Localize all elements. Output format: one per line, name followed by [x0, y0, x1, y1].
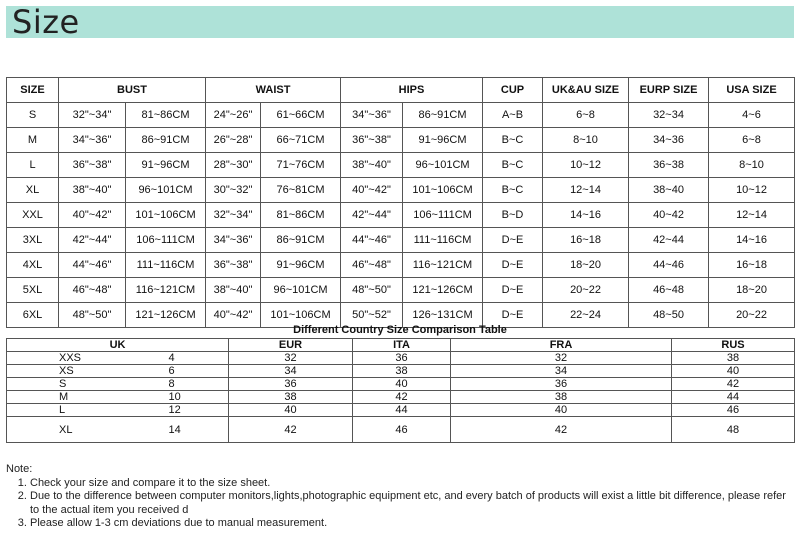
table-cell: 38"~40": [341, 153, 403, 178]
table-cell: 38: [353, 365, 451, 378]
table-cell: B~C: [483, 178, 543, 203]
table-cell: 40~42: [629, 203, 709, 228]
table-cell: 38: [672, 352, 795, 365]
table-cell: 48"~50": [341, 278, 403, 303]
table-cell: 36: [451, 378, 672, 391]
table-cell: 44~46: [629, 253, 709, 278]
table-cell: 38"~40": [59, 178, 126, 203]
column-header: BUST: [59, 78, 206, 103]
table-cell: 5XL: [7, 278, 59, 303]
column-header: EUR: [229, 339, 353, 352]
table-cell: D~E: [483, 303, 543, 328]
table-cell: 42"~44": [59, 228, 126, 253]
table-cell: 91~96CM: [261, 253, 341, 278]
note-item: 1. Check your size and compare it to the size sheet.: [30, 477, 796, 491]
table-cell: 28"~30": [206, 153, 261, 178]
table-row: [7, 128, 795, 153]
table-cell: XS: [7, 365, 131, 378]
table-cell: 3XL: [7, 228, 59, 253]
table-cell: 6: [131, 365, 229, 378]
table-cell: XXL: [7, 203, 59, 228]
table-cell: 40: [353, 378, 451, 391]
title-banner: [6, 3, 794, 41]
column-header: UK&AU SIZE: [543, 78, 629, 103]
table-cell: 61~66CM: [261, 103, 341, 128]
table-cell: 76~81CM: [261, 178, 341, 203]
column-header: CUP: [483, 78, 543, 103]
column-header: RUS: [672, 339, 795, 352]
comparison-title: Different Country Size Comparison Table: [293, 324, 507, 336]
table-row: [7, 203, 795, 228]
column-header: USA SIZE: [709, 78, 795, 103]
table-cell: M: [7, 391, 131, 404]
size-chart-table: [6, 77, 795, 328]
table-row: [7, 417, 795, 443]
table-cell: 40"~42": [341, 178, 403, 203]
table-cell: 44"~46": [341, 228, 403, 253]
table-cell: 34~36: [629, 128, 709, 153]
table-cell: 42: [672, 378, 795, 391]
note-item: 2. Due to the difference between computer monitors,lights,photographic equipment etc, and every batch of products will exist a little bit difference, please refer to the actual item you received d: [30, 490, 796, 517]
table-cell: 101~106CM: [403, 178, 483, 203]
table-cell: 44: [353, 404, 451, 417]
table-cell: 32: [229, 352, 353, 365]
table-cell: 40: [451, 404, 672, 417]
table-cell: 38: [229, 391, 353, 404]
column-header: EURP SIZE: [629, 78, 709, 103]
comparison-body: [7, 352, 795, 443]
notes-list: [6, 477, 796, 531]
table-cell: 46~48: [629, 278, 709, 303]
table-cell: 16~18: [543, 228, 629, 253]
table-cell: 4: [131, 352, 229, 365]
table-cell: 40"~42": [206, 303, 261, 328]
table-cell: 34: [229, 365, 353, 378]
size-chart-header-row: [7, 78, 795, 103]
table-cell: 32~34: [629, 103, 709, 128]
table-cell: 10~12: [709, 178, 795, 203]
table-cell: 8~10: [709, 153, 795, 178]
table-cell: 42"~44": [341, 203, 403, 228]
table-cell: 8~10: [543, 128, 629, 153]
table-cell: B~C: [483, 128, 543, 153]
table-cell: 32: [451, 352, 672, 365]
table-row: [7, 178, 795, 203]
page-title: Size: [12, 3, 80, 41]
table-cell: 14: [131, 417, 229, 443]
column-header: SIZE: [7, 78, 59, 103]
table-cell: 106~111CM: [403, 203, 483, 228]
table-cell: 12: [131, 404, 229, 417]
table-cell: 126~131CM: [403, 303, 483, 328]
table-cell: 91~96CM: [126, 153, 206, 178]
table-cell: 96~101CM: [403, 153, 483, 178]
table-cell: B~D: [483, 203, 543, 228]
table-cell: 4~6: [709, 103, 795, 128]
table-cell: 86~91CM: [261, 228, 341, 253]
table-cell: 38: [451, 391, 672, 404]
table-cell: 38"~40": [206, 278, 261, 303]
table-cell: 22~24: [543, 303, 629, 328]
column-header: ITA: [353, 339, 451, 352]
table-cell: 71~76CM: [261, 153, 341, 178]
table-cell: XXS: [7, 352, 131, 365]
table-cell: 20~22: [543, 278, 629, 303]
table-cell: 96~101CM: [126, 178, 206, 203]
table-row: [7, 352, 795, 365]
table-cell: 30"~32": [206, 178, 261, 203]
table-cell: 42: [451, 417, 672, 443]
table-cell: 36"~38": [206, 253, 261, 278]
table-cell: 42: [353, 391, 451, 404]
table-cell: 24"~26": [206, 103, 261, 128]
size-chart-body: [7, 103, 795, 328]
table-row: [7, 404, 795, 417]
table-cell: B~C: [483, 153, 543, 178]
table-cell: 81~86CM: [126, 103, 206, 128]
table-row: [7, 253, 795, 278]
table-cell: D~E: [483, 278, 543, 303]
table-row: [7, 278, 795, 303]
table-cell: 44: [672, 391, 795, 404]
table-cell: 42~44: [629, 228, 709, 253]
table-cell: 36: [229, 378, 353, 391]
table-cell: 40: [229, 404, 353, 417]
table-cell: 8: [131, 378, 229, 391]
table-row: [7, 365, 795, 378]
table-cell: 50"~52": [341, 303, 403, 328]
table-cell: 20~22: [709, 303, 795, 328]
table-cell: 16~18: [709, 253, 795, 278]
table-cell: 111~116CM: [126, 253, 206, 278]
column-header: UK: [7, 339, 229, 352]
notes: [6, 463, 796, 531]
column-header: HIPS: [341, 78, 483, 103]
table-cell: 46"~48": [59, 278, 126, 303]
table-cell: XL: [7, 417, 131, 443]
table-cell: 48~50: [629, 303, 709, 328]
table-cell: 46: [672, 404, 795, 417]
table-cell: 32"~34": [206, 203, 261, 228]
table-cell: 34: [451, 365, 672, 378]
table-cell: 4XL: [7, 253, 59, 278]
table-cell: 86~91CM: [403, 103, 483, 128]
table-cell: 38~40: [629, 178, 709, 203]
table-cell: 106~111CM: [126, 228, 206, 253]
table-cell: M: [7, 128, 59, 153]
table-cell: 91~96CM: [403, 128, 483, 153]
table-cell: 44"~46": [59, 253, 126, 278]
table-row: [7, 103, 795, 128]
table-cell: 14~16: [709, 228, 795, 253]
table-cell: 66~71CM: [261, 128, 341, 153]
notes-label: Note:: [6, 463, 33, 475]
table-cell: 121~126CM: [126, 303, 206, 328]
table-cell: 36"~38": [341, 128, 403, 153]
table-cell: 36: [353, 352, 451, 365]
table-cell: 14~16: [543, 203, 629, 228]
comparison-header-row: [7, 339, 795, 352]
table-cell: L: [7, 153, 59, 178]
table-cell: 116~121CM: [126, 278, 206, 303]
note-item: 3. Please allow 1-3 cm deviations due to manual measurement.: [30, 517, 796, 531]
table-cell: 101~106CM: [126, 203, 206, 228]
table-cell: 42: [229, 417, 353, 443]
table-cell: 34"~36": [206, 228, 261, 253]
table-row: [7, 228, 795, 253]
table-cell: 12~14: [543, 178, 629, 203]
table-cell: 116~121CM: [403, 253, 483, 278]
table-cell: 46"~48": [341, 253, 403, 278]
table-cell: 6~8: [709, 128, 795, 153]
table-cell: S: [7, 103, 59, 128]
table-row: [7, 391, 795, 404]
table-cell: 12~14: [709, 203, 795, 228]
table-cell: S: [7, 378, 131, 391]
table-row: [7, 153, 795, 178]
table-row: [7, 378, 795, 391]
table-cell: 26"~28": [206, 128, 261, 153]
column-header: FRA: [451, 339, 672, 352]
table-cell: 96~101CM: [261, 278, 341, 303]
table-cell: 36~38: [629, 153, 709, 178]
column-header: WAIST: [206, 78, 341, 103]
table-cell: 46: [353, 417, 451, 443]
table-cell: 48: [672, 417, 795, 443]
table-cell: 101~106CM: [261, 303, 341, 328]
table-cell: 10~12: [543, 153, 629, 178]
table-cell: 34"~36": [341, 103, 403, 128]
table-cell: 6XL: [7, 303, 59, 328]
table-cell: 81~86CM: [261, 203, 341, 228]
table-cell: D~E: [483, 253, 543, 278]
table-cell: 10: [131, 391, 229, 404]
table-cell: 18~20: [543, 253, 629, 278]
table-cell: XL: [7, 178, 59, 203]
comparison-table: [6, 338, 795, 443]
table-cell: 40"~42": [59, 203, 126, 228]
table-cell: A~B: [483, 103, 543, 128]
table-cell: 18~20: [709, 278, 795, 303]
table-cell: D~E: [483, 228, 543, 253]
table-cell: 32"~34": [59, 103, 126, 128]
table-cell: 121~126CM: [403, 278, 483, 303]
table-cell: L: [7, 404, 131, 417]
table-cell: 6~8: [543, 103, 629, 128]
table-cell: 111~116CM: [403, 228, 483, 253]
table-cell: 40: [672, 365, 795, 378]
table-cell: 48"~50": [59, 303, 126, 328]
table-cell: 86~91CM: [126, 128, 206, 153]
table-cell: 34"~36": [59, 128, 126, 153]
table-cell: 36"~38": [59, 153, 126, 178]
